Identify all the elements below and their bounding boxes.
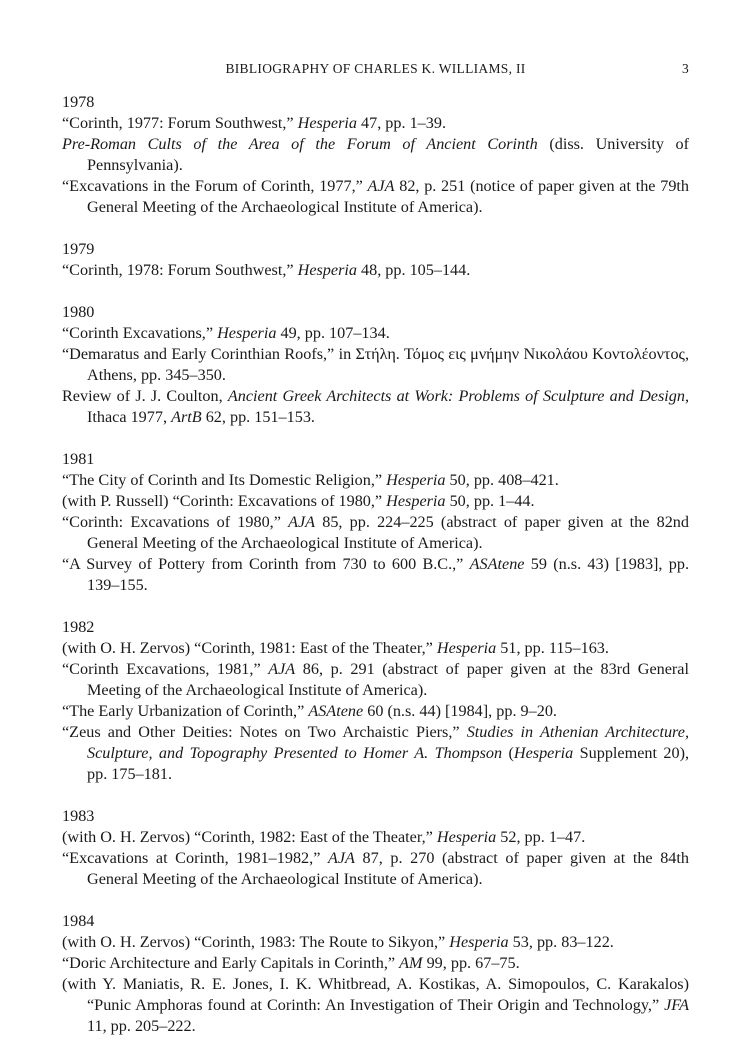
entry-italic-text: Hesperia (513, 744, 574, 762)
bibliography-entry (62, 932, 689, 953)
entry-text: 11, pp. 205–222. (87, 1017, 196, 1035)
entry-text: “A Survey of Pottery from Corinth from 730 to 600 B.C.,” (62, 555, 470, 573)
bibliography-entry (62, 386, 689, 428)
year-heading: 1980 (62, 303, 95, 321)
bibliography-entry (62, 554, 689, 596)
entry-italic-text: AJA (288, 513, 316, 531)
entry-italic-text: Studies in Athenian Architecture, Sculpture, and Topography Presented to Homer A. Thompson (87, 723, 689, 762)
entry-text: “Corinth, 1977: Forum Southwest,” (62, 114, 298, 132)
entry-text: 85, pp. 224–225 (abstract of paper given at the 82nd General Meeting of the Archaeological Institute of America). (87, 513, 689, 552)
year-heading: 1981 (62, 450, 95, 468)
entry-italic-text: Hesperia (436, 828, 497, 846)
entry-text: ( (502, 744, 514, 762)
bibliography-entry (62, 491, 689, 512)
entry-italic-text: AJA (367, 177, 395, 195)
bibliography-body (62, 92, 689, 1058)
entry-text: “Demaratus and Early Corinthian Roofs,” in Στήλη. Τόμος εις μνήμην Νικολάου Κοντολέοντος, Athens, pp. 345–350. (62, 345, 689, 384)
bibliography-entry (62, 176, 689, 218)
entry-text: “Doric Architecture and Early Capitals in Corinth,” (62, 954, 400, 972)
bibliography-entry (62, 344, 689, 386)
year-heading: 1984 (62, 912, 95, 930)
bibliography-entry (62, 134, 689, 176)
entry-text: “The Early Urbanization of Corinth,” (62, 702, 309, 720)
entry-italic-text: AJA (327, 849, 355, 867)
entry-text: 82, p. 251 (notice of paper given at the 79th General Meeting of the Archaeological Institute of America). (87, 177, 690, 216)
year-heading: 1978 (62, 93, 95, 111)
entry-text: Supplement 20), pp. 175–181. (87, 744, 690, 783)
bibliography-entry (62, 827, 689, 848)
entry-text: (with P. Russell) “Corinth: Excavations of 1980,” (62, 492, 387, 510)
entry-italic-text: Hesperia (217, 324, 277, 342)
entry-text: 99, pp. 67–75. (422, 954, 520, 972)
bibliography-entry (62, 659, 689, 701)
running-title: BIBLIOGRAPHY OF CHARLES K. WILLIAMS, II (225, 61, 526, 76)
entry-text: “Corinth: Excavations of 1980,” (62, 513, 289, 531)
entry-text: Review of J. J. Coulton, (62, 387, 228, 405)
entry-text: “The City of Corinth and Its Domestic Religion,” (62, 471, 387, 489)
year-section (62, 302, 689, 428)
bibliography-entry (62, 512, 689, 554)
entry-italic-text: Hesperia (449, 933, 509, 951)
entry-text: 59 (n.s. 43) [1983], pp. 139–155. (87, 555, 689, 594)
year-section (62, 449, 689, 596)
entry-text: 49, pp. 107–134. (276, 324, 390, 342)
entry-text: “Zeus and Other Deities: Notes on Two Archaistic Piers,” (62, 723, 467, 741)
bibliography-entry (62, 113, 689, 134)
entry-italic-text: Hesperia (436, 639, 497, 657)
entry-text: 86, p. 291 (abstract of paper given at the 83rd General Meeting of the Archaeological Institute of America). (87, 660, 689, 699)
bibliography-entry (62, 974, 689, 1037)
entry-italic-text: Hesperia (386, 492, 446, 510)
entry-text: 53, pp. 83–122. (508, 933, 614, 951)
entry-text: (with O. H. Zervos) “Corinth, 1981: East of the Theater,” (62, 639, 437, 657)
entry-italic-text: ArtB (171, 408, 202, 426)
year-section (62, 911, 689, 1037)
entry-text: 47, pp. 1–39. (356, 114, 446, 132)
entry-text: 50, pp. 408–421. (445, 471, 559, 489)
bibliography-entry (62, 323, 689, 344)
bibliography-entry (62, 848, 689, 890)
entry-italic-text: ASAtene (469, 555, 525, 573)
bibliography-entry (62, 638, 689, 659)
year-section (62, 806, 689, 890)
entry-text: 87, p. 270 (abstract of paper given at the 84th General Meeting of the Archaeological Institute of America). (87, 849, 689, 888)
entry-text: 48, pp. 105–144. (356, 261, 471, 279)
year-heading: 1982 (62, 618, 95, 636)
entry-text: 50, pp. 1–44. (445, 492, 535, 510)
bibliography-entry (62, 953, 689, 974)
year-section (62, 617, 689, 785)
year-section (62, 239, 689, 281)
entry-italic-text: Ancient Greek Architects at Work: Problems of Sculpture and Design (227, 387, 685, 405)
year-section (62, 92, 689, 218)
page-number: 3 (681, 61, 689, 76)
entry-text: “Excavations in the Forum of Corinth, 1977,” (62, 177, 368, 195)
entry-text: “Corinth, 1978: Forum Southwest,” (62, 261, 298, 279)
year-heading: 1979 (62, 240, 95, 258)
entry-italic-text: Hesperia (297, 114, 357, 132)
entry-text: “Excavations at Corinth, 1981–1982,” (62, 849, 328, 867)
entry-text: (with Y. Maniatis, R. E. Jones, I. K. Whitbread, A. Kostikas, A. Simopoulos, C. Karakalos) “Punic Amphoras found at Corinth: An Investigation of Their Origin and Technology,” (62, 975, 689, 1014)
entry-italic-text: Hesperia (386, 471, 446, 489)
entry-text: (with O. H. Zervos) “Corinth, 1983: The Route to Sikyon,” (62, 933, 450, 951)
bibliography-entry (62, 260, 689, 281)
entry-text: , Ithaca 1977, (87, 387, 689, 426)
entry-text: 60 (n.s. 44) [1984], pp. 9–20. (363, 702, 557, 720)
entry-italic-text: JFA (664, 996, 689, 1014)
entry-italic-text: Pre-Roman Cults of the Area of the Forum of Ancient Corinth (62, 135, 538, 153)
bibliography-entry (62, 701, 689, 722)
entry-text: (diss. University of Pennsylvania). (87, 135, 689, 174)
entry-text: “Corinth Excavations, 1981,” (62, 660, 269, 678)
entry-italic-text: AJA (268, 660, 296, 678)
entry-italic-text: ASAtene (308, 702, 364, 720)
entry-text: 52, pp. 1–47. (496, 828, 586, 846)
entry-text: “Corinth Excavations,” (62, 324, 218, 342)
entry-text: (with O. H. Zervos) “Corinth, 1982: East of the Theater,” (62, 828, 437, 846)
bibliography-entry (62, 470, 689, 491)
entry-italic-text: Hesperia (297, 261, 357, 279)
entry-text: 62, pp. 151–153. (201, 408, 315, 426)
entry-italic-text: AM (399, 954, 423, 972)
year-heading: 1983 (62, 807, 95, 825)
entry-text: 51, pp. 115–163. (496, 639, 609, 657)
bibliography-entry (62, 722, 689, 785)
